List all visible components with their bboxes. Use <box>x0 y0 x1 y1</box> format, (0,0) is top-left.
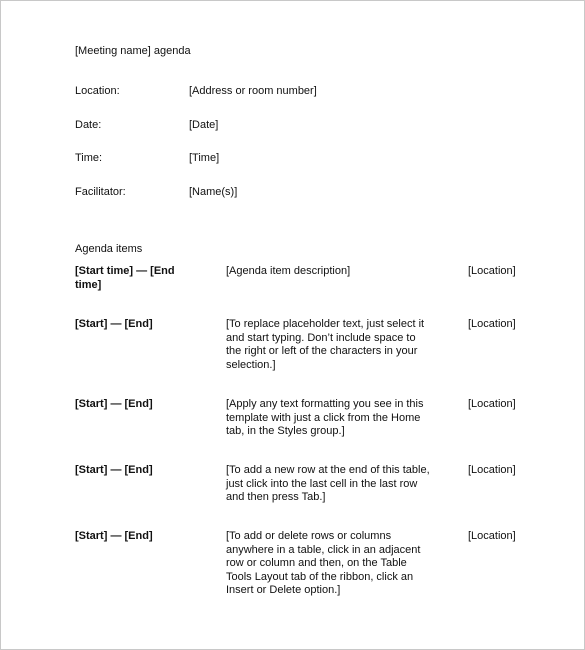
time-value: [Time] <box>189 152 220 164</box>
agenda-item-time: [Start] — [End] <box>75 398 153 410</box>
agenda-item-description: [To replace placeholder text, just select it and start typing. Don’t include space to the right or left of the characters in your selection.] <box>226 318 425 371</box>
agenda-item-location: [Location] <box>468 265 516 277</box>
agenda-item-description: [To add or delete rows or columns anywhere in a table, click in an adjacent row or column and then, on the Table Tools Layout tab of the ribbon, click an Insert or Delete option.] <box>226 530 421 596</box>
location-label: Location: <box>75 85 120 97</box>
agenda-item-description: [To add a new row at the end of this table, just click into the last cell in the last row and then press Tab.] <box>226 464 430 503</box>
agenda-item-description: [Apply any text formatting you see in this template with just a click from the Home tab, in the Styles group.] <box>226 398 424 437</box>
agenda-item-time: [Start] — [End] <box>75 464 153 476</box>
agenda-item-location: [Location] <box>468 464 516 476</box>
agenda-item-location: [Location] <box>468 398 516 410</box>
date-value: [Date] <box>189 119 219 131</box>
date-label: Date: <box>75 119 102 131</box>
agenda-item-time: [Start] — [End] <box>75 318 153 330</box>
agenda-item-location: [Location] <box>468 318 516 330</box>
agenda-item-time: [Start time] — [End time] <box>75 265 175 291</box>
agenda-item-location: [Location] <box>468 530 516 542</box>
time-label: Time: <box>75 152 103 164</box>
facilitator-value: [Name(s)] <box>189 186 238 198</box>
facilitator-label: Facilitator: <box>75 186 126 198</box>
agenda-item-description: [Agenda item description] <box>226 265 351 277</box>
agenda-items-heading: Agenda items <box>75 243 143 255</box>
agenda-item-time: [Start] — [End] <box>75 530 153 542</box>
location-value: [Address or room number] <box>189 85 317 97</box>
agenda-title: [Meeting name] agenda <box>75 45 191 57</box>
